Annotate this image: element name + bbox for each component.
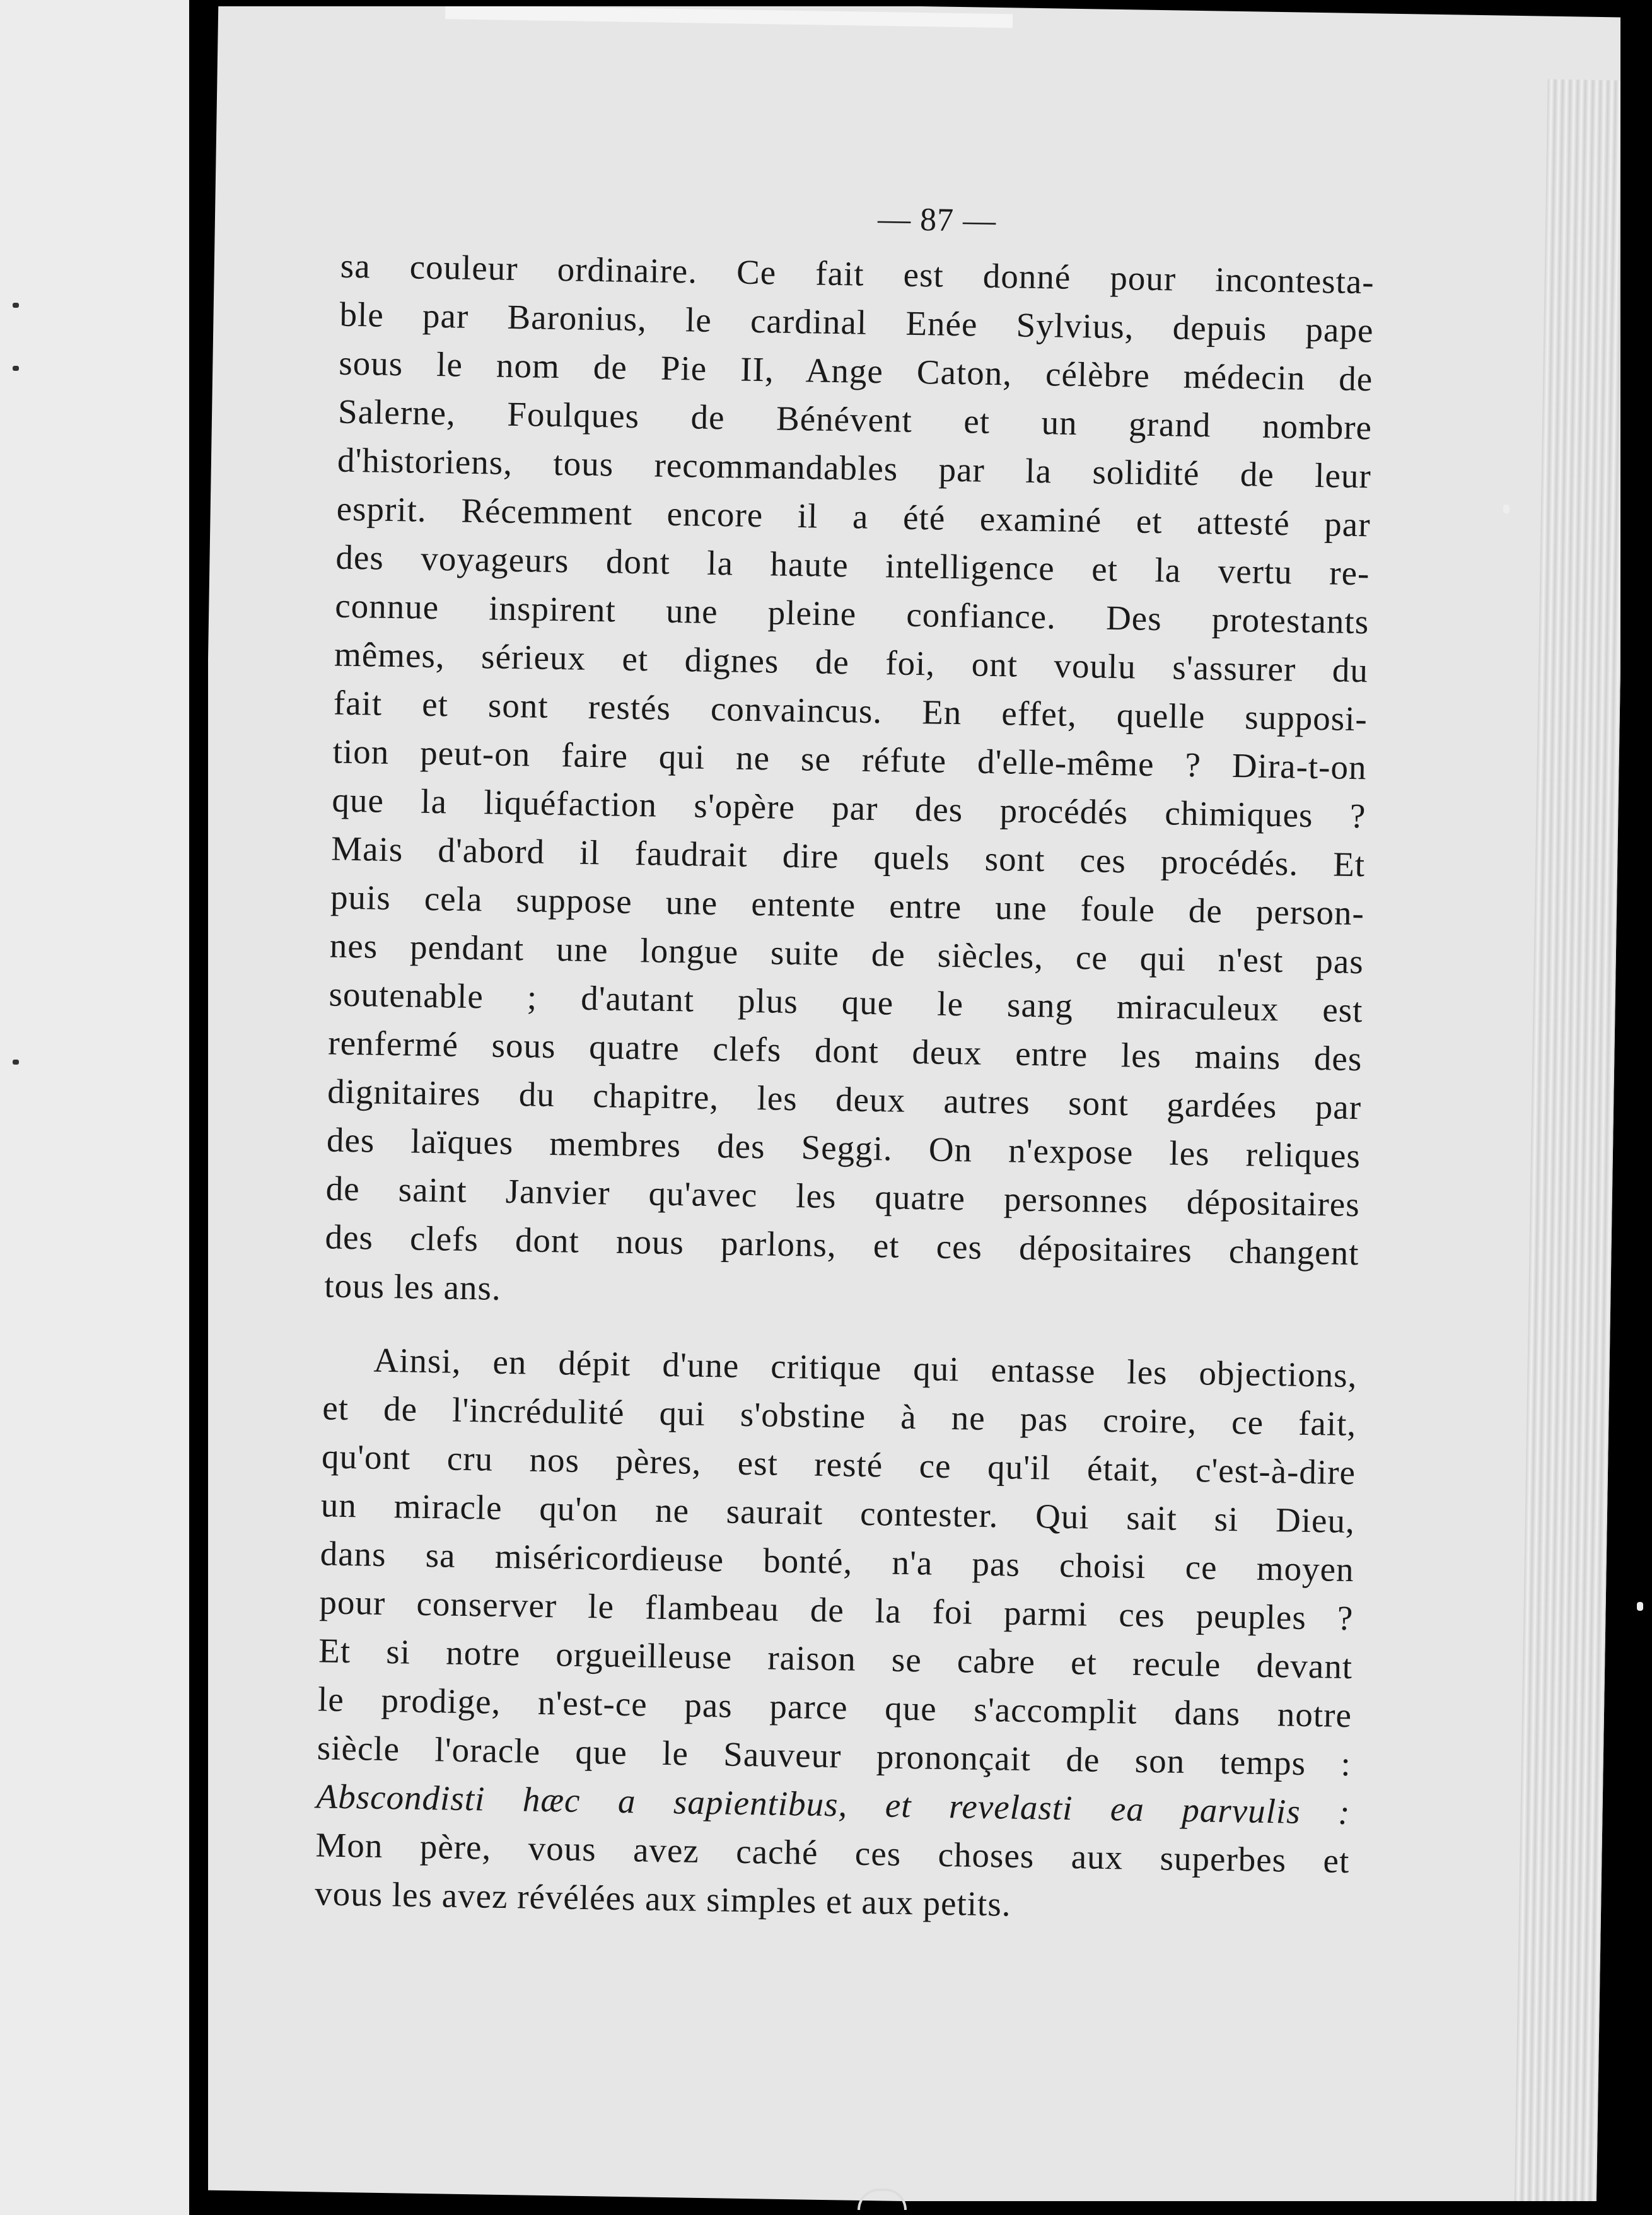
page-fold-edge xyxy=(1515,79,1620,2201)
text-line: de saint Janvier qu'avec les quatre personnes dépositaires xyxy=(325,1169,1361,1224)
page-mark xyxy=(13,303,19,308)
text-line: connue inspirent une pleine confiance. Des protestants xyxy=(334,586,1370,641)
text-line: sous le nom de Pie II, Ange Caton, célèbre médecin de xyxy=(338,343,1373,399)
text-line: tous les ans. xyxy=(323,1266,502,1307)
scan-speck xyxy=(1503,505,1509,513)
text-line: qu'ont cru nos pères, est resté ce qu'il était, c'est-à-dire xyxy=(321,1437,1356,1492)
scan-speck xyxy=(1637,1602,1643,1611)
text-line: esprit. Récemment encore il a été examiné et attesté par xyxy=(336,489,1371,544)
text-line: soutenable ; d'autant plus que le sang miraculeux est xyxy=(329,974,1363,1030)
text-line: Mais d'abord il faudrait dire quels sont ces procédés. Et xyxy=(330,829,1366,884)
text-line: d'historiens, tous recommandables par la solidité de leur xyxy=(337,440,1372,496)
paragraph-2 xyxy=(315,1335,1358,1934)
text-line: un miracle qu'on ne saurait contester. Qui sait si Dieu, xyxy=(320,1485,1356,1541)
page-top-strip xyxy=(445,6,1013,28)
text-line: et de l'incrédulité qui s'obstine à ne pas croire, ce fait, xyxy=(322,1388,1357,1444)
text-line: des laïques membres des Seggi. On n'expose les reliques xyxy=(326,1120,1361,1176)
text-line: des voyageurs dont la haute intelligence et la vertu re- xyxy=(335,537,1370,593)
page-mark xyxy=(13,1060,19,1065)
text-line: renfermé sous quatre clefs dont deux entre les mains des xyxy=(327,1023,1363,1078)
text-line: tion peut-on faire qui ne se réfute d'elle-même ? Dira-t-on xyxy=(332,732,1368,787)
text-line: siècle l'oracle que le Sauveur prononçait de son temps : xyxy=(317,1728,1352,1784)
text-line: sa couleur ordinaire. Ce fait est donné pour incontesta- xyxy=(340,246,1375,301)
page-sheet xyxy=(208,6,1620,2201)
book-page xyxy=(208,6,1620,2201)
latin-quote-line: Abscondisti hæc a sapientibus, et revelasti ea parvulis : xyxy=(316,1777,1351,1832)
paragraph-1 xyxy=(324,242,1375,1326)
text-line: mêmes, sérieux et dignes de foi, ont voulu s'assurer du xyxy=(334,634,1369,690)
text-line: pour conserver le flambeau de la foi parmi ces peuples ? xyxy=(319,1582,1354,1638)
text-line: fait et sont restés convaincus. En effet, quelle supposi- xyxy=(333,683,1368,739)
text-line: des clefs dont nous parlons, et ces dépositaires changent xyxy=(325,1217,1359,1273)
text-line: Ainsi, en dépit d'une critique qui entasse les objections, xyxy=(373,1340,1358,1395)
text-line: le prodige, n'est-ce pas parce que s'accomplit dans notre xyxy=(317,1680,1352,1735)
text-line: vous les avez révélées aux simples et aux petits. xyxy=(314,1874,1012,1924)
text-line: puis cela suppose une entente entre une foule de person- xyxy=(330,877,1365,933)
text-line: Salerne, Foulques de Bénévent et un grand nombre xyxy=(337,392,1373,447)
text-line: nes pendant une longue suite de siècles, ce qui n'est pas xyxy=(329,926,1364,981)
left-page-edge xyxy=(0,0,189,2215)
text-line: Et si notre orgueilleuse raison se cabre et recule devant xyxy=(318,1631,1353,1686)
page-mark xyxy=(13,366,19,371)
text-line: que la liquéfaction s'opère par des procédés chimiques ? xyxy=(332,780,1366,836)
text-line: dignitaires du chapitre, les deux autres sont gardées par xyxy=(327,1072,1362,1127)
page-text xyxy=(315,187,1376,1934)
text-line: dans sa miséricordieuse bonté, n'a pas choisi ce moyen xyxy=(320,1534,1355,1589)
text-line: Mon père, vous avez caché ces choses aux superbes et xyxy=(315,1825,1350,1881)
text-line: ble par Baronius, le cardinal Enée Sylvius, depuis pape xyxy=(339,295,1374,350)
page-number: — 87 — xyxy=(877,201,997,239)
